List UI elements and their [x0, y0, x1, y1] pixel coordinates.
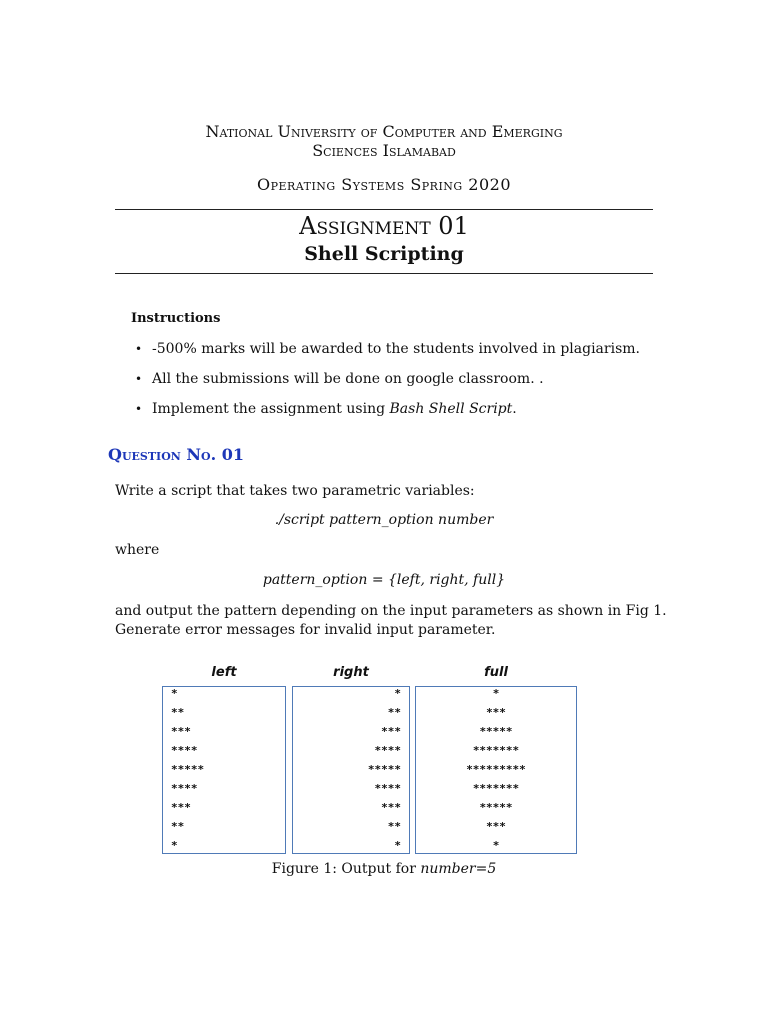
- instruction-item: [135, 338, 640, 368]
- instruction-end: .: [512, 401, 517, 417]
- figure-header-left: left: [211, 665, 237, 680]
- instruction-text: All the submissions will be done on google classroom. .: [152, 371, 544, 387]
- pattern-row: ***: [381, 725, 401, 738]
- university-name-line2: Sciences Islamabad: [312, 141, 456, 160]
- pattern-row: ****: [374, 782, 401, 795]
- assignment-subtitle: Shell Scripting: [304, 243, 464, 265]
- pattern-row: **: [387, 820, 401, 833]
- pattern-box-full: [415, 686, 577, 854]
- pattern-box-left: [162, 686, 286, 854]
- figure-header-right: right: [333, 665, 369, 680]
- instruction-item: [135, 398, 640, 428]
- pattern-row: *: [492, 687, 500, 700]
- instruction-item: [135, 368, 640, 398]
- question-number: 01: [221, 445, 245, 464]
- pattern-row: ***: [486, 706, 506, 719]
- pattern-row: *****: [479, 801, 513, 814]
- pattern-row: ****: [374, 744, 401, 757]
- pattern-row: *: [171, 687, 178, 700]
- title-rule-top: [115, 209, 653, 210]
- figure-header-full: full: [484, 665, 508, 680]
- pattern-row: ***: [381, 801, 401, 814]
- output-text: and output the pattern depending on the input parameters as shown in Fig 1.: [115, 603, 667, 619]
- question-description: [115, 602, 675, 640]
- university-name-line1: National University of Computer and Emerging: [205, 122, 563, 141]
- instructions-list: [135, 338, 640, 428]
- question-label: Question No.: [108, 445, 217, 464]
- pattern-row: ****: [171, 744, 198, 757]
- pattern-box-right: [292, 686, 410, 854]
- pattern-row: *: [394, 687, 401, 700]
- pattern-row: *****: [367, 763, 401, 776]
- error-text: Generate error messages for invalid input parameter.: [115, 622, 496, 638]
- instruction-emphasis: Bash Shell Script: [389, 401, 513, 417]
- where-label: where: [115, 542, 160, 558]
- figure-caption: [0, 861, 768, 877]
- pattern-row: **: [171, 706, 185, 719]
- pattern-row: *****: [479, 725, 513, 738]
- course-name: Operating Systems Spring 2020: [256, 175, 512, 194]
- pattern-row: *****: [171, 763, 205, 776]
- pattern-row: **: [387, 706, 401, 719]
- pattern-row: *******: [472, 782, 520, 795]
- pattern-row: ***: [171, 725, 191, 738]
- pattern-row: *: [394, 839, 401, 852]
- pattern-row: **: [171, 820, 185, 833]
- pattern-row: ***: [486, 820, 506, 833]
- pattern-row: ****: [171, 782, 198, 795]
- instructions-heading: Instructions: [131, 311, 221, 326]
- pattern-row: *: [492, 839, 500, 852]
- instruction-text: -500% marks will be awarded to the students involved in plagiarism.: [152, 341, 640, 357]
- caption-text: Figure 1: Output for: [271, 861, 421, 877]
- title-rule-bottom: [115, 273, 653, 274]
- command-syntax: ./script pattern_option number: [274, 512, 494, 528]
- pattern-row: ***: [171, 801, 191, 814]
- pattern-row: *******: [472, 744, 520, 757]
- pattern-row: *: [171, 839, 178, 852]
- assignment-title: Assignment 01: [299, 212, 469, 240]
- instruction-text: Implement the assignment using: [152, 401, 390, 417]
- pattern-row: *********: [466, 763, 526, 776]
- question-heading: [108, 445, 244, 464]
- pattern-option-definition: pattern_option = {left, right, full}: [262, 572, 506, 588]
- caption-emphasis: number=5: [420, 861, 497, 877]
- question-intro: Write a script that takes two parametric variables:: [115, 483, 475, 499]
